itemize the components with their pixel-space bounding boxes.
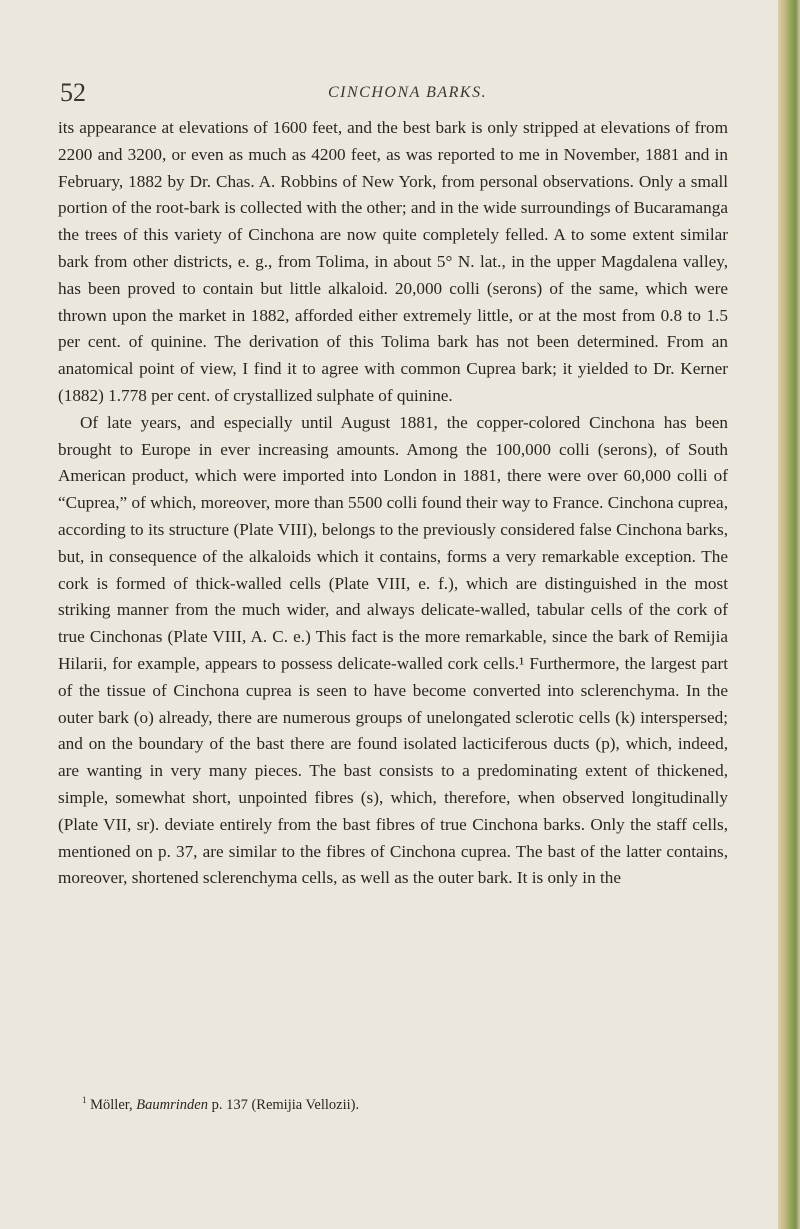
running-head: CINCHONA BARKS. [328, 84, 488, 101]
footnote-rest: p. 137 (Remijia Vellozii). [211, 1096, 360, 1113]
footnote-marker: 1 [82, 1095, 87, 1105]
body-text [58, 115, 728, 892]
page-edge [778, 0, 800, 1229]
footnote-title: Baumrinden [136, 1096, 208, 1113]
paragraph: its appearance at elevations of 1600 feet, and the best bark is only stripped at elevations of from 2200 and 3200, or even as much as 4200 feet, as was reported to me in November, 1881 and in February, 1882 by Dr. Chas. A. Robbins of New York, from personal observations. Only a small portion of the root-bark is collected with the other; and in the wide surroundings of Bucaramanga the trees of this variety of Cinchona are now quite completely felled. A to some extent similar bark from other districts, e. g., from Tolima, in about 5° N. lat., in the upper Magdalena valley, has been proved to contain but little alkaloid. 20,000 colli (serons) of the same, which were thrown upon the market in 1882, afforded either extremely little, or at the most from 0.8 to 1.5 per cent. of quinine. The derivation of this Tolima bark has not been determined. From an anatomical point of view, I find it to agree with common Cuprea bark; it yielded to Dr. Kerner (1882) 1.778 per cent. of crystallized sulphate of quinine. [58, 118, 728, 405]
footnote-author: Möller, [90, 1096, 133, 1113]
paragraph: Of late years, and especially until August 1881, the copper-colored Cinchona has been brought to Europe in ever increasing amounts. Among the 100,000 colli (serons), of South American product, which were imported into London in 1881, there were over 60,000 colli of “Cuprea,” of which, moreover, more than 5500 colli found their way to France. Cinchona cuprea, according to its structure (Plate VIII), belongs to the previously considered false Cinchona barks, but, in consequence of the alkaloids which it contains, forms a very remarkable exception. The cork is formed of thick-walled cells (Plate VIII, e. f.), which are distinguished in the most striking manner from the much wider, and always delicate-walled, tabular cells of the cork of true Cinchonas (Plate VIII, A. C. e.) This fact is the more remarkable, since the bark of Remijia Hilarii, for example, appears to possess delicate-walled cork cells.¹ Furthermore, the largest part of the tissue of Cinchona cuprea is seen to have become converted into sclerenchyma. In the outer bark (o) already, there are numerous groups of unelongated sclerotic cells (k) interspersed; and on the boundary of the bast there are found isolated lacticiferous ducts (p), which, indeed, are wanting in very many pieces. The bast consists to a predominating extent of thickened, simple, somewhat short, unpointed fibres (s), which, therefore, when observed longitudinally (Plate VII, sr). deviate entirely from the bast fibres of true Cinchona barks. Only the staff cells, mentioned on p. 37, are similar to the fibres of Cinchona cuprea. The bast of the latter contains, moreover, shortened sclerenchyma cells, as well as the outer bark. It is only in the [58, 412, 728, 888]
page-number: 52 [60, 78, 86, 107]
page-header [60, 78, 720, 108]
footnote [82, 1090, 722, 1115]
